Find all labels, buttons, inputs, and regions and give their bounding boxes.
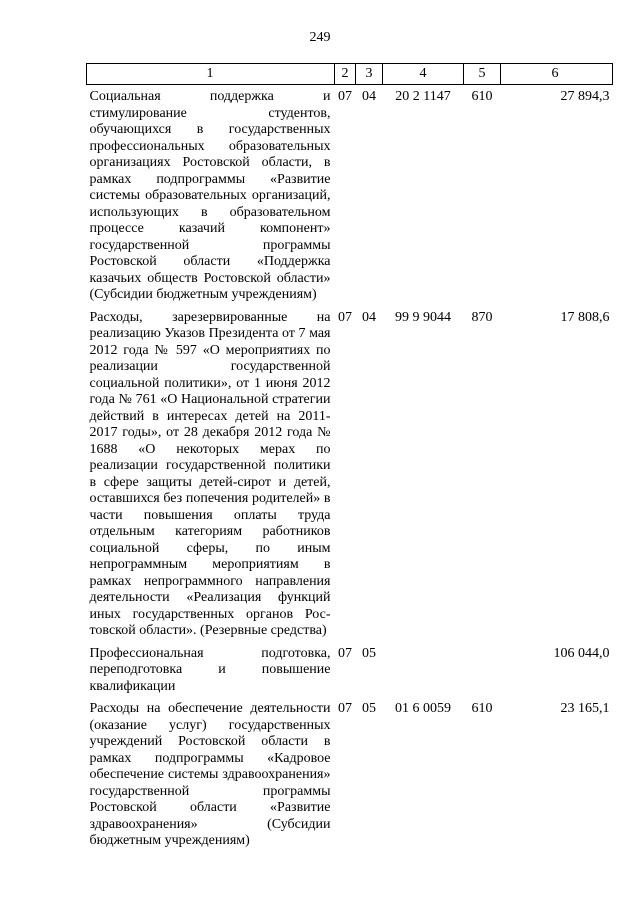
- row-subsection: 04: [362, 309, 376, 325]
- row-description: Профессиональная подготовка, переподготовка и повышение квалификации: [89, 645, 331, 694]
- row-sum: 27 894,3: [560, 89, 610, 104]
- budget-table: [86, 63, 613, 852]
- row-target-article: 01 6 0059: [395, 701, 451, 716]
- column-header-1: 1: [87, 64, 335, 85]
- table-header: [87, 64, 613, 85]
- row-expense-type: [464, 642, 501, 698]
- table-row: [87, 85, 613, 306]
- row-description: Расходы на обеспечение деятельности (оказание услуг) государственных учреждений Ростовской области в рамках подпрограммы «Кадровое обеспечение системы здравоохранения» государственной программы Ростовской области «Развитие здравоохранения» (Субсидии бюджетным учреждениям): [89, 701, 331, 848]
- row-description: Расходы, зарезервированные на реализацию Указов Президента от 7 мая 2012 года № 597 «О мероприятиях по реализации государственной социальной политики», от 1 июня 2012 года № 761 «О Национальной стратегии действий в интересах детей на 2011-2017 годы», от 28 декабря 2012 года № 1688 «О некоторых мерах по реализации государственной политики в сфере защиты детей-сирот и детей, оставшихся без попечения родителей» в части повышения оплаты труда отдельным категориям работников социальной сферы, по иным непрограммным мероприятиям в рамках непрограммного направления деятельности «Реализация функций иных государственных органов Рос-товской области». (Резервные средства): [89, 309, 331, 638]
- row-section: 07: [338, 309, 352, 325]
- column-header-6: 6: [501, 64, 613, 85]
- table-row: [87, 697, 613, 852]
- row-expense-type: 610: [471, 89, 493, 104]
- row-description: Социальная поддержка и стимулирование студентов, обучающихся в государственных профессиональных образовательных организациях Ростовской области, в рамках подпрограммы «Развитие системы образовательных организаций, использующих в образовательном процессе казачий компонент» государственной программы Ростовской области «Поддержка казачьих обществ Ростовской области» (Субсидии бюджетным учреждениям): [89, 89, 331, 302]
- row-section: 07: [338, 645, 352, 661]
- row-target-article: [383, 642, 464, 698]
- column-header-5: 5: [464, 64, 501, 85]
- table-row: [87, 306, 613, 642]
- row-target-article: 99 9 9044: [395, 309, 451, 325]
- page-number: 249: [309, 30, 331, 45]
- column-header-3: 3: [356, 64, 383, 85]
- row-subsection: 05: [362, 701, 376, 716]
- row-section: 07: [338, 89, 352, 104]
- row-sum: 106 044,0: [553, 645, 610, 661]
- header-row: [87, 64, 613, 85]
- row-target-article: 20 2 1147: [395, 89, 451, 104]
- row-subsection: 04: [362, 89, 376, 104]
- row-subsection: 05: [362, 645, 376, 661]
- column-header-2: 2: [335, 64, 356, 85]
- row-expense-type: 610: [471, 701, 493, 716]
- row-expense-type: 870: [471, 309, 493, 325]
- row-sum: 17 808,6: [560, 309, 610, 325]
- table-body: [87, 85, 613, 852]
- table-row: [87, 642, 613, 698]
- row-sum: 23 165,1: [560, 701, 610, 716]
- column-header-4: 4: [383, 64, 464, 85]
- row-section: 07: [338, 701, 352, 716]
